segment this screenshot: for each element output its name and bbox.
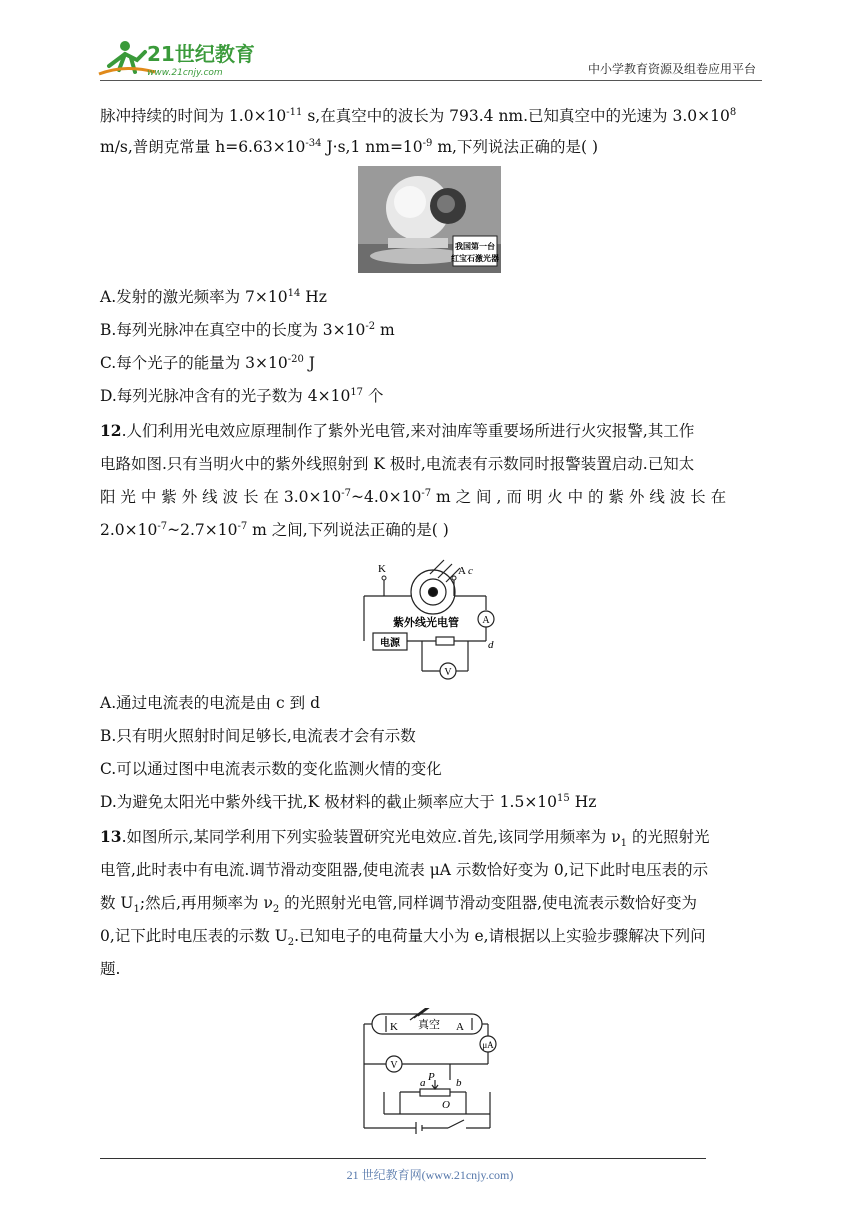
footer-text: 21 世纪教育网(www.21cnjy.com) <box>346 1168 514 1182</box>
site-logo <box>95 36 260 80</box>
header-slogan: 中小学教育资源及组卷应用平台 <box>587 62 756 76</box>
fig3-microammeter-label: μA <box>482 1040 494 1050</box>
q13-line-5: 题. <box>100 960 121 978</box>
q13-line-1: 13.如图所示,某同学利用下列实验装置研究光电效应.首先,该同学用频率为 $\nu_1$ 的光照射光 <box>100 827 710 850</box>
fig3-k-label: K <box>390 1021 398 1033</box>
fig3-o-label: O <box>442 1099 450 1111</box>
fig3-p-label: P <box>428 1071 435 1083</box>
fig2-ammeter-label: A <box>482 615 490 626</box>
q11-option-d: D.每列光脉冲含有的光子数为 $4\times 10^{17}$ 个 <box>100 386 384 405</box>
fig2-voltmeter-label: V <box>444 667 452 678</box>
q12-line-4: $2.0\times 10^{-7}\sim 2.7\times 10^{-7}$ m 之间,下列说法正确的是( ) <box>100 520 449 539</box>
q11-option-b: B.每列光脉冲在真空中的长度为 $3\times 10^{-2}$ m <box>100 320 395 339</box>
q12-option-a: A.通过电流表的电流是由 c 到 d <box>100 694 321 712</box>
q11-option-c: C.每个光子的能量为 $3\times 10^{-20}$ J <box>100 353 315 372</box>
fig2-d-label: d <box>488 639 494 651</box>
fig3-voltmeter-label: V <box>390 1060 398 1071</box>
q11-option-a: A.发射的激光频率为 $7\times 10^{14}$ Hz <box>100 287 327 306</box>
fig3-vacuum-label: 真空 <box>418 1018 440 1031</box>
photo-label-2: 红宝石激光器 <box>451 254 499 263</box>
q13-line-3: 数 $U_1$;然后,再用频率为 $\nu_2$ 的光照射光电管,同样调节滑动变阻器,使电流表示数恰好变为 <box>100 894 698 916</box>
q12-number: 12 <box>100 421 122 440</box>
q13-line-4: 0,记下此时电压表的示数 $U_2$.已知电子的电荷量大小为 e,请根据以上实验步骤解决下列问 <box>100 927 706 949</box>
uv-phototube-circuit <box>356 558 502 684</box>
logo-text: 21世纪教育 <box>147 42 255 66</box>
header-divider <box>100 80 762 81</box>
logo-url: www.21cnjy.com <box>147 68 223 78</box>
photo-label-1: 我国第一台 <box>455 242 495 251</box>
q12-option-c: C.可以通过图中电流表示数的变化监测火情的变化 <box>100 760 442 778</box>
q11-line-1: 脉冲持续的时间为 $1.0\times 10^{-11}$ s,在真空中的波长为 793.4 nm.已知真空中的光速为 $3.0\times 10^8$ <box>100 106 737 125</box>
fig2-a-label: A <box>458 565 466 577</box>
ruby-laser-photo <box>358 166 501 273</box>
fig3-b-end-label: b <box>456 1077 462 1089</box>
fig2-power-label: 电源 <box>380 638 400 649</box>
q13-number: 13 <box>100 827 122 846</box>
fig3-a-end-label: a <box>420 1077 426 1089</box>
q12-line-3: 阳 光 中 紫 外 线 波 长 在 $3.0\times 10^{-7}\sim 4.0\times 10^{-7}$ m 之 间 , 而 明 火 中 的 紫 外 线 波 长 在 <box>100 487 727 506</box>
fig2-c-label: c <box>468 565 473 577</box>
q12-option-d: D.为避免太阳光中紫外线干扰,K 极材料的截止频率应大于 $1.5\times 10^{15}$ Hz <box>100 792 597 811</box>
fig2-tube-label: 紫外线光电管 <box>393 616 459 629</box>
footer-divider <box>100 1158 706 1159</box>
photoelectric-experiment-diagram <box>356 1008 502 1140</box>
q12-line-2: 电路如图.只有当明火中的紫外线照射到 K 极时,电流表有示数同时报警装置启动.已知太 <box>100 455 695 473</box>
q12-line-1: 12.人们利用光电效应原理制作了紫外光电管,来对油库等重要场所进行火灾报警,其工作 <box>100 421 695 440</box>
q12-option-b: B.只有明火照射时间足够长,电流表才会有示数 <box>100 727 416 745</box>
fig3-a-label: A <box>456 1021 464 1033</box>
q13-line-2: 电管,此时表中有电流.调节滑动变阻器,使电流表 μA 示数恰好变为 0,记下此时电压表的示 <box>100 861 709 879</box>
fig2-k-label: K <box>378 563 386 575</box>
q11-line-2: m/s,普朗克常量 $h=6.63\times 10^{-34}$ J·s,1 $nm=10^{-9}$ m,下列说法正确的是( ) <box>100 137 598 156</box>
